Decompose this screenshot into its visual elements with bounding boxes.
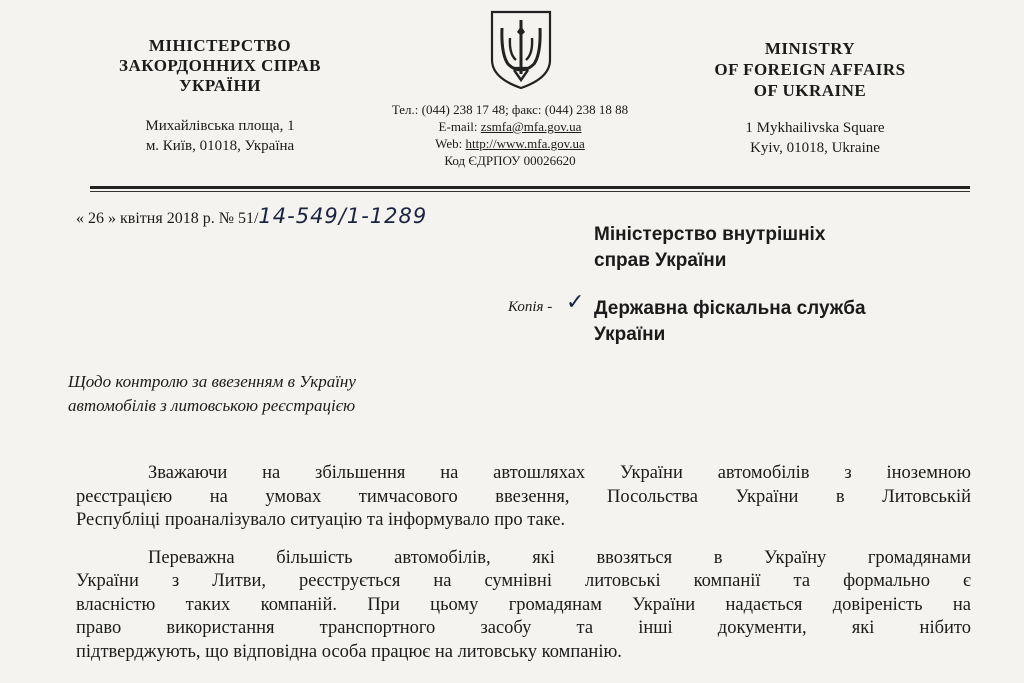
paragraph-2 xyxy=(76,547,971,665)
date-number-line xyxy=(76,205,427,230)
body-line: України з Литви, реєструється на сумнівні литовські компанії та формально є xyxy=(76,571,971,591)
ministry-name-ua-line: МІНІСТЕРСТВО xyxy=(148,36,292,55)
handwritten-number: 14-549/1-1289 xyxy=(258,204,428,228)
body-line: власністю таких компаній. При цьому громадянам України надається довіреність на xyxy=(76,594,971,615)
body-line: Переважна більшість автомобілів, які ввозяться в Україну громадянами xyxy=(148,547,971,568)
ministry-name-ua-line: ЗАКОРДОННИХ СПРАВ xyxy=(119,56,321,75)
edrpou-code: Код ЄДРПОУ 00026620 xyxy=(444,153,576,168)
web-line xyxy=(340,135,680,152)
ministry-name-ua-line: УКРАЇНИ xyxy=(179,76,261,95)
address-ua xyxy=(100,116,340,156)
addressee-primary-line: справ України xyxy=(594,250,727,271)
letter-body xyxy=(76,462,971,664)
body-line: реєстрацією на умовах тимчасового ввезення, Посольства України в Литовській xyxy=(76,486,971,507)
address-en-line: 1 Mykhailivska Square xyxy=(745,120,885,136)
date-printed: « 26 » квітня 2018 р. № 51/ xyxy=(76,210,259,227)
contacts-block xyxy=(340,101,680,169)
ministry-name-en xyxy=(680,38,940,101)
email-line xyxy=(340,118,680,135)
addressee-primary xyxy=(594,222,825,274)
subject-line-text: Щодо контролю за ввезенням в Україну xyxy=(68,372,356,391)
ministry-name-en-line: OF FOREIGN AFFAIRS xyxy=(714,60,906,79)
web-link[interactable]: http://www.mfa.gov.ua xyxy=(465,136,585,151)
paragraph-1 xyxy=(76,462,971,533)
ministry-name-en-line: OF UKRAINE xyxy=(753,81,867,100)
address-ua-line: м. Київ, 01018, Україна xyxy=(145,138,295,154)
addressee-copy-line: Державна фіскальна служба xyxy=(594,298,866,319)
body-line: право використання транспортного засобу та інші документи, які нібито xyxy=(76,618,971,638)
address-en xyxy=(700,118,930,158)
ministry-name-en-line: MINISTRY xyxy=(764,39,856,58)
addressee-copy xyxy=(594,296,866,348)
handwritten-check-mark: ✓ xyxy=(566,290,585,315)
email-label: E-mail: xyxy=(438,119,481,134)
phone-fax-line: Тел.: (044) 238 17 48; факс: (044) 238 18 88 xyxy=(391,102,629,117)
header-divider-thick xyxy=(90,186,970,189)
body-line: Зважаючи на збільшення на автошляхах України автомобілів з іноземною xyxy=(148,463,971,483)
copy-label: Копія - xyxy=(508,299,553,315)
subject-line xyxy=(68,370,356,418)
addressee-primary-line: Міністерство внутрішніх xyxy=(594,224,826,245)
body-line: підтверджують, що відповідна особа працює на литовську компанію. xyxy=(76,641,622,662)
body-line: Республіці проаналізувало ситуацію та інформувало про таке. xyxy=(76,510,566,530)
ministry-name-ua xyxy=(90,36,350,96)
address-en-line: Kyiv, 01018, Ukraine xyxy=(750,140,880,156)
trident-coat-of-arms-icon xyxy=(486,8,556,92)
email-link[interactable]: zsmfa@mfa.gov.ua xyxy=(480,119,582,134)
addressee-copy-line: України xyxy=(594,324,666,345)
subject-line-text: автомобілів з литовською реєстрацією xyxy=(68,396,356,415)
header-divider-thin xyxy=(90,191,970,192)
web-label: Web: xyxy=(435,136,466,151)
address-ua-line: Михайлівська площа, 1 xyxy=(145,118,295,134)
